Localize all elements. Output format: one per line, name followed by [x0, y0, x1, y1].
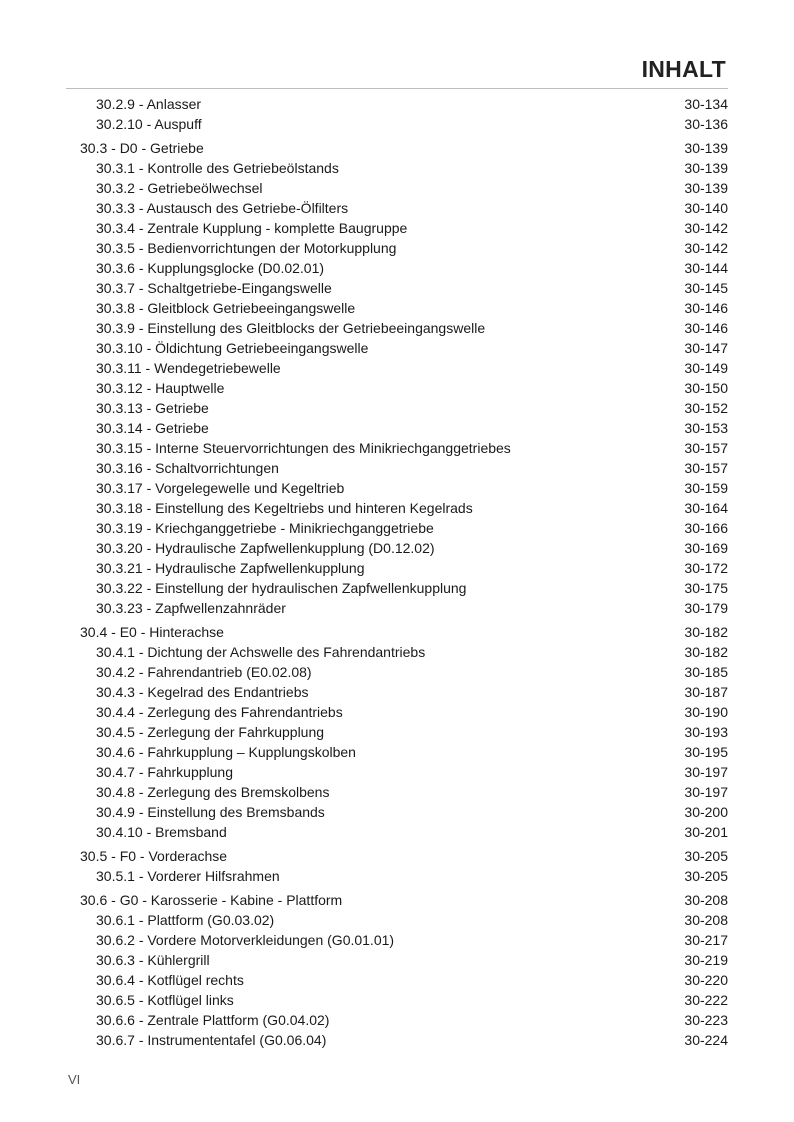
- toc-entry-title: 30.5.1 - Vorderer Hilfsrahmen: [96, 868, 280, 884]
- toc-entry: [80, 438, 728, 458]
- toc-section-heading: [80, 890, 728, 910]
- toc-entry: [80, 258, 728, 278]
- table-of-contents: [80, 94, 728, 1050]
- toc-entry: [80, 742, 728, 762]
- toc-section-heading: [80, 138, 728, 158]
- toc-entry: [80, 970, 728, 990]
- toc-entry-title: 30.4.9 - Einstellung des Bremsbands: [96, 804, 325, 820]
- toc-entry-page: 30-205: [684, 868, 728, 884]
- toc-entry-page: 30-147: [684, 340, 728, 356]
- toc-entry: [80, 358, 728, 378]
- toc-entry-page: 30-205: [684, 848, 728, 864]
- page-title: INHALT: [641, 56, 726, 82]
- toc-entry-title: 30.3.11 - Wendegetriebewelle: [96, 360, 281, 376]
- toc-entry-page: 30-219: [684, 952, 728, 968]
- toc-entry-page: 30-139: [684, 180, 728, 196]
- toc-entry-page: 30-182: [684, 644, 728, 660]
- toc-entry-page: 30-157: [684, 440, 728, 456]
- toc-entry-title: 30.3.7 - Schaltgetriebe-Eingangswelle: [96, 280, 332, 296]
- toc-entry-title: 30.3.16 - Schaltvorrichtungen: [96, 460, 279, 476]
- toc-entry: [80, 478, 728, 498]
- toc-entry-page: 30-139: [684, 160, 728, 176]
- toc-entry-title: 30.3.14 - Getriebe: [96, 420, 209, 436]
- toc-entry: [80, 782, 728, 802]
- toc-entry-title: 30.3.13 - Getriebe: [96, 400, 209, 416]
- toc-entry-page: 30-159: [684, 480, 728, 496]
- toc-entry-title: 30.3.9 - Einstellung des Gleitblocks der Getriebeeingangswelle: [96, 320, 486, 336]
- toc-entry-page: 30-220: [684, 972, 728, 988]
- toc-entry-title: 30.6.3 - Kühlergrill: [96, 952, 210, 968]
- page-number: VI: [68, 1072, 81, 1087]
- toc-entry-page: 30-208: [684, 892, 728, 908]
- toc-entry-page: 30-208: [684, 912, 728, 928]
- toc-entry-page: 30-172: [684, 560, 728, 576]
- toc-entry-title: 30.4.5 - Zerlegung der Fahrkupplung: [96, 724, 325, 740]
- toc-entry-page: 30-166: [684, 520, 728, 536]
- toc-entry-title: 30.4.4 - Zerlegung des Fahrendantriebs: [96, 704, 343, 720]
- toc-entry: [80, 378, 728, 398]
- toc-entry-title: 30.3.23 - Zapfwellenzahnräder: [96, 600, 286, 616]
- toc-entry: [80, 642, 728, 662]
- toc-entry: [80, 398, 728, 418]
- toc-entry-title: 30.4.1 - Dichtung der Achswelle des Fahrendantriebs: [96, 644, 426, 660]
- toc-entry-page: 30-197: [684, 784, 728, 800]
- toc-entry-page: 30-146: [684, 300, 728, 316]
- toc-entry: [80, 538, 728, 558]
- toc-entry-page: 30-193: [684, 724, 728, 740]
- toc-entry: [80, 218, 728, 238]
- toc-entry-page: 30-224: [684, 1032, 728, 1048]
- toc-entry-title: 30.3.19 - Kriechganggetriebe - Minikriechganggetriebe: [96, 520, 434, 536]
- toc-entry-page: 30-169: [684, 540, 728, 556]
- toc-entry-page: 30-149: [684, 360, 728, 376]
- toc-entry: [80, 558, 728, 578]
- toc-entry-page: 30-136: [684, 116, 728, 132]
- toc-entry-page: 30-197: [684, 764, 728, 780]
- toc-entry-title: 30.6 - G0 - Karosserie - Kabine - Plattform: [80, 892, 343, 908]
- toc-entry-title: 30.3.5 - Bedienvorrichtungen der Motorkupplung: [96, 240, 397, 256]
- toc-entry-title: 30.4.7 - Fahrkupplung: [96, 764, 233, 780]
- toc-entry-title: 30.3.4 - Zentrale Kupplung - komplette Baugruppe: [96, 220, 408, 236]
- toc-entry: [80, 598, 728, 618]
- toc-entry-title: 30.4.8 - Zerlegung des Bremskolbens: [96, 784, 330, 800]
- toc-entry-title: 30.3.20 - Hydraulische Zapfwellenkupplung (D0.12.02): [96, 540, 435, 556]
- toc-entry-title: 30.6.1 - Plattform (G0.03.02): [96, 912, 275, 928]
- toc-entry-page: 30-146: [684, 320, 728, 336]
- toc-entry: [80, 578, 728, 598]
- toc-entry: [80, 198, 728, 218]
- toc-entry: [80, 114, 728, 134]
- toc-entry-title: 30.6.2 - Vordere Motorverkleidungen (G0.01.01): [96, 932, 395, 948]
- toc-entry-page: 30-187: [684, 684, 728, 700]
- toc-entry-title: 30.3.3 - Austausch des Getriebe-Ölfilters: [96, 200, 349, 216]
- toc-entry-page: 30-134: [684, 96, 728, 112]
- toc-entry-page: 30-140: [684, 200, 728, 216]
- toc-entry-page: 30-185: [684, 664, 728, 680]
- toc-entry: [80, 1010, 728, 1030]
- toc-entry-page: 30-150: [684, 380, 728, 396]
- toc-entry-title: 30.3.22 - Einstellung der hydraulischen Zapfwellenkupplung: [96, 580, 467, 596]
- toc-entry-page: 30-157: [684, 460, 728, 476]
- toc-entry-title: 30.6.7 - Instrumententafel (G0.06.04): [96, 1032, 327, 1048]
- toc-entry-title: 30.3.15 - Interne Steuervorrichtungen des Minikriechganggetriebes: [96, 440, 511, 456]
- toc-entry-title: 30.3.2 - Getriebeölwechsel: [96, 180, 263, 196]
- toc-entry-title: 30.4.10 - Bremsband: [96, 824, 227, 840]
- toc-entry: [80, 518, 728, 538]
- toc-entry: [80, 662, 728, 682]
- toc-entry-title: 30.3.8 - Gleitblock Getriebeeingangswelle: [96, 300, 356, 316]
- toc-entry-page: 30-175: [684, 580, 728, 596]
- toc-entry: [80, 762, 728, 782]
- toc-entry-page: 30-223: [684, 1012, 728, 1028]
- toc-entry: [80, 990, 728, 1010]
- toc-entry: [80, 950, 728, 970]
- toc-entry-page: 30-195: [684, 744, 728, 760]
- toc-entry-title: 30.3.17 - Vorgelegewelle und Kegeltrieb: [96, 480, 345, 496]
- toc-entry-title: 30.3.21 - Hydraulische Zapfwellenkupplung: [96, 560, 365, 576]
- toc-entry: [80, 94, 728, 114]
- toc-entry-title: 30.3 - D0 - Getriebe: [80, 140, 204, 156]
- toc-entry-page: 30-222: [684, 992, 728, 1008]
- toc-entry-page: 30-139: [684, 140, 728, 156]
- toc-entry-title: 30.4.6 - Fahrkupplung – Kupplungskolben: [96, 744, 356, 760]
- toc-entry-title: 30.3.1 - Kontrolle des Getriebeölstands: [96, 160, 339, 176]
- toc-section-heading: [80, 622, 728, 642]
- toc-entry-title: 30.3.18 - Einstellung des Kegeltriebs und hinteren Kegelrads: [96, 500, 473, 516]
- toc-entry-title: 30.3.6 - Kupplungsglocke (D0.02.01): [96, 260, 325, 276]
- toc-entry-page: 30-153: [684, 420, 728, 436]
- toc-entry: [80, 910, 728, 930]
- toc-entry: [80, 866, 728, 886]
- toc-entry-title: 30.6.4 - Kotflügel rechts: [96, 972, 244, 988]
- toc-entry: [80, 682, 728, 702]
- toc-entry-page: 30-201: [684, 824, 728, 840]
- toc-entry-title: 30.4.3 - Kegelrad des Endantriebs: [96, 684, 309, 700]
- toc-entry: [80, 702, 728, 722]
- toc-entry: [80, 278, 728, 298]
- toc-entry-title: 30.3.12 - Hauptwelle: [96, 380, 225, 396]
- toc-entry-title: 30.4.2 - Fahrendantrieb (E0.02.08): [96, 664, 312, 680]
- toc-entry-title: 30.2.10 - Auspuff: [96, 116, 202, 132]
- toc-entry-page: 30-142: [684, 220, 728, 236]
- toc-entry-page: 30-142: [684, 240, 728, 256]
- toc-entry-title: 30.6.6 - Zentrale Plattform (G0.04.02): [96, 1012, 330, 1028]
- toc-entry: [80, 238, 728, 258]
- toc-section-heading: [80, 846, 728, 866]
- toc-entry: [80, 458, 728, 478]
- toc-entry: [80, 822, 728, 842]
- toc-entry: [80, 802, 728, 822]
- toc-entry-page: 30-182: [684, 624, 728, 640]
- toc-entry-title: 30.2.9 - Anlasser: [96, 96, 202, 112]
- toc-entry: [80, 418, 728, 438]
- toc-entry-page: 30-200: [684, 804, 728, 820]
- toc-entry: [80, 298, 728, 318]
- toc-entry-page: 30-179: [684, 600, 728, 616]
- toc-entry: [80, 178, 728, 198]
- toc-entry-page: 30-190: [684, 704, 728, 720]
- toc-entry: [80, 722, 728, 742]
- toc-entry-page: 30-145: [684, 280, 728, 296]
- toc-entry: [80, 930, 728, 950]
- header-divider: [66, 88, 728, 89]
- toc-entry: [80, 1030, 728, 1050]
- toc-entry-page: 30-152: [684, 400, 728, 416]
- toc-entry-title: 30.6.5 - Kotflügel links: [96, 992, 234, 1008]
- toc-entry: [80, 158, 728, 178]
- toc-entry-page: 30-217: [684, 932, 728, 948]
- toc-entry-page: 30-164: [684, 500, 728, 516]
- toc-entry-title: 30.5 - F0 - Vorderachse: [80, 848, 228, 864]
- toc-entry-page: 30-144: [684, 260, 728, 276]
- toc-entry: [80, 338, 728, 358]
- toc-entry: [80, 498, 728, 518]
- toc-entry-title: 30.4 - E0 - Hinterachse: [80, 624, 224, 640]
- toc-entry-title: 30.3.10 - Öldichtung Getriebeeingangswelle: [96, 340, 369, 356]
- toc-entry: [80, 318, 728, 338]
